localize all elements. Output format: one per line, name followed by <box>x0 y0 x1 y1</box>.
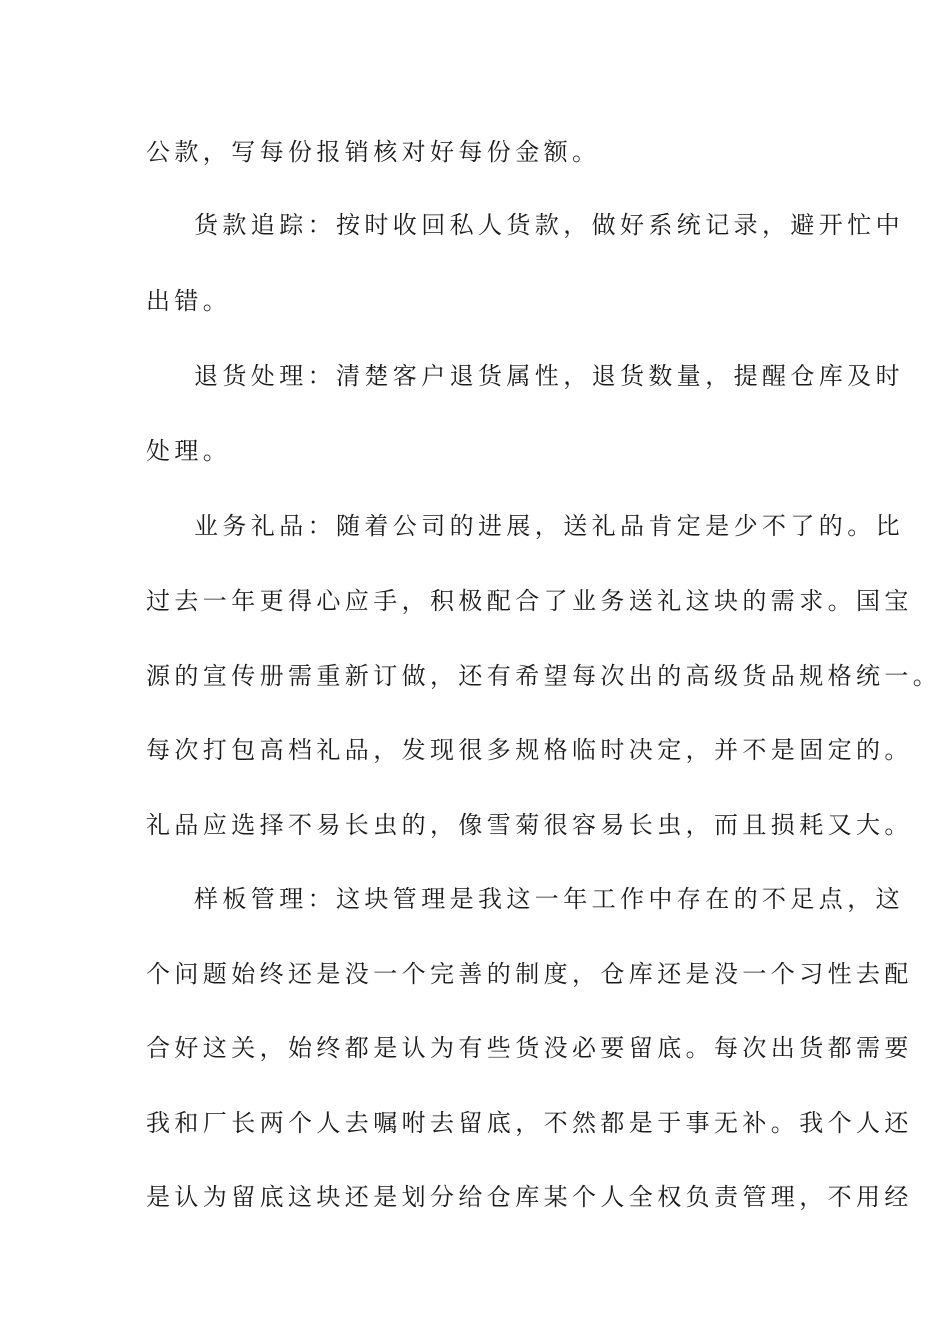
text-line-11: 样板管理：这块管理是我这一年工作中存在的不足点，这 <box>194 885 904 913</box>
text-line-14: 我和厂长两个人去嘱咐去留底，不然都是于事无补。我个人还 <box>146 1109 913 1137</box>
text-line-9: 每次打包高档礼品，发现很多规格临时决定，并不是固定的。 <box>146 736 913 764</box>
text-line-4: 退货处理：清楚客户退货属性，退货数量，提醒仓库及时 <box>194 362 904 390</box>
text-line-13: 合好这关，始终都是认为有些货没必要留底。每次出货都需要 <box>146 1034 913 1062</box>
text-line-3: 出错。 <box>146 287 232 315</box>
text-line-8: 源的宣传册需重新订做，还有希望每次出的高级货品规格统一。 <box>146 662 942 690</box>
text-line-1: 公款，写每份报销核对好每份金额。 <box>146 138 601 166</box>
text-line-10: 礼品应选择不易长虫的，像雪菊很容易长虫，而且损耗又大。 <box>146 811 913 839</box>
text-line-6: 业务礼品：随着公司的进展，送礼品肯定是少不了的。比 <box>194 512 904 540</box>
text-line-2: 货款追踪：按时收回私人货款，做好系统记录，避开忙中 <box>194 211 904 239</box>
text-line-15: 是认为留底这块还是划分给仓库某个人全权负责管理，不用经 <box>146 1183 913 1211</box>
text-line-7: 过去一年更得心应手，积极配合了业务送礼这块的需求。国宝 <box>146 587 913 615</box>
text-line-5: 处理。 <box>146 437 232 465</box>
text-line-12: 个问题始终还是没一个完善的制度，仓库还是没一个习性去配 <box>146 960 913 988</box>
